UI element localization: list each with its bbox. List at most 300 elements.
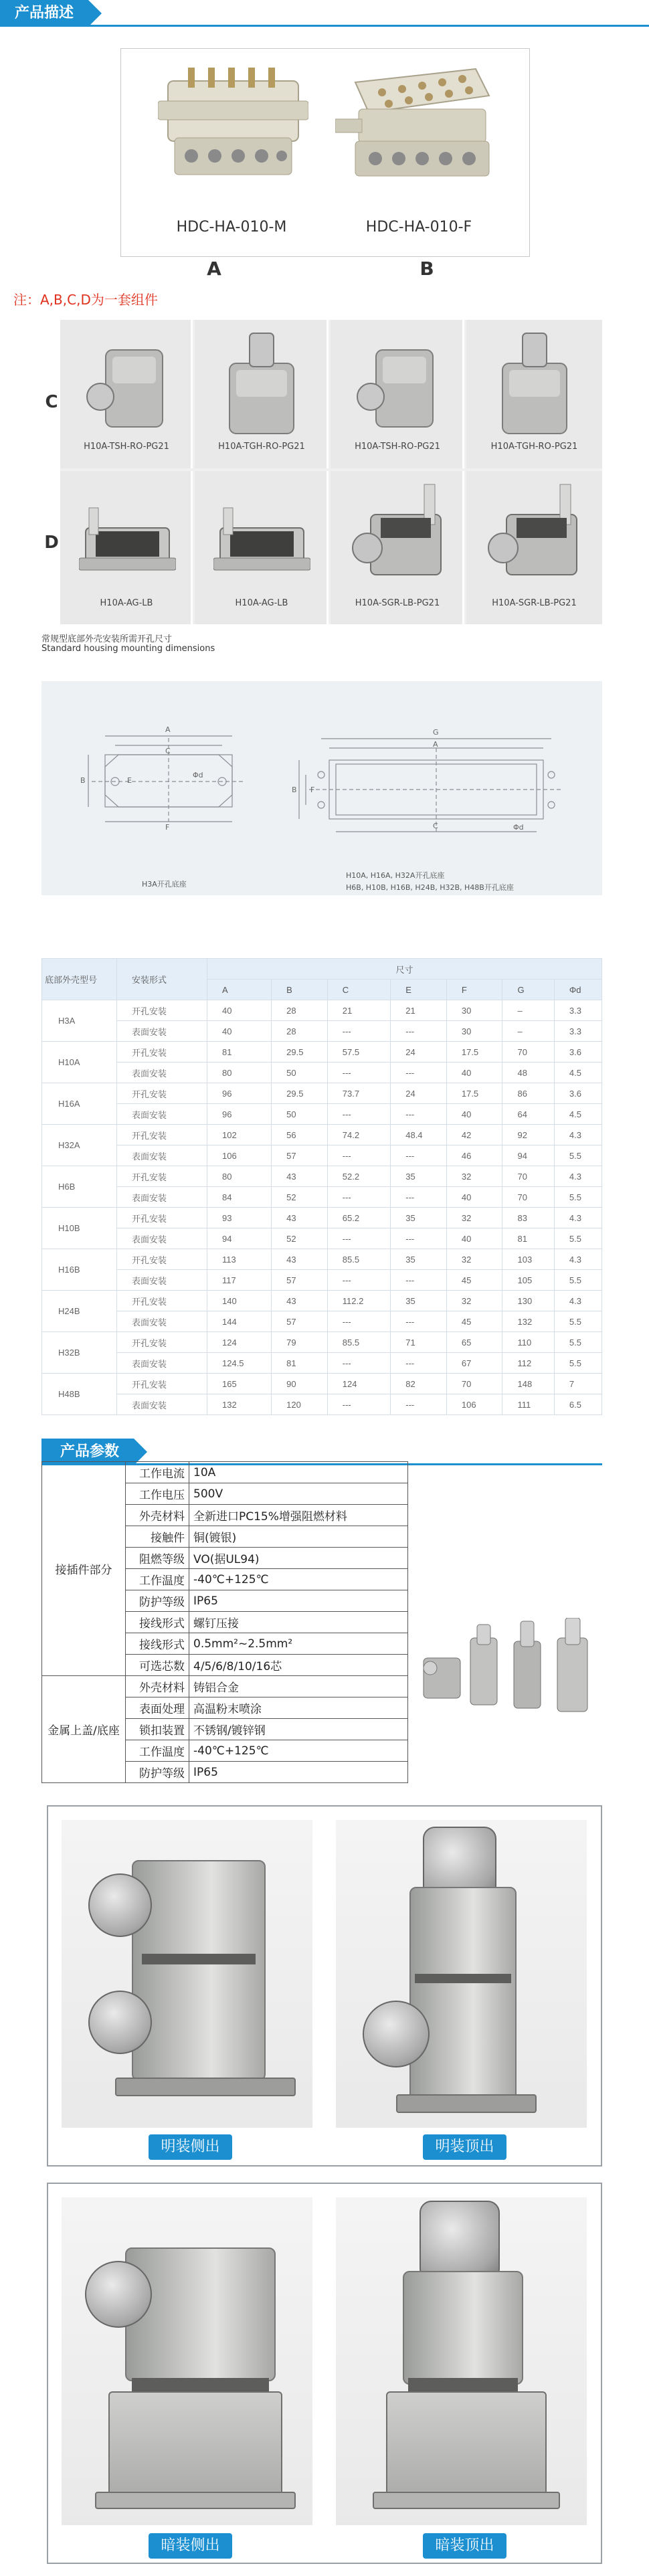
value-cell: --- bbox=[391, 1270, 447, 1291]
table-row bbox=[42, 1353, 602, 1374]
value-cell: 28 bbox=[272, 1021, 328, 1042]
value-cell: 7 bbox=[554, 1374, 601, 1394]
hood-top-icon bbox=[494, 327, 575, 437]
top-photo-frame bbox=[120, 48, 530, 257]
value-cell: 3.6 bbox=[554, 1083, 601, 1104]
section-title: 产品参数 bbox=[41, 1439, 134, 1465]
value-cell: 70 bbox=[502, 1187, 554, 1208]
photo-panel-flush bbox=[47, 2183, 602, 2564]
value-cell: 5.5 bbox=[554, 1228, 601, 1249]
value-cell: 106 bbox=[207, 1145, 272, 1166]
value-cell: 50 bbox=[272, 1104, 328, 1125]
hood-side-icon bbox=[86, 340, 169, 434]
value-cell: 17.5 bbox=[446, 1083, 502, 1104]
photo-surface-side bbox=[62, 1820, 312, 2128]
value-cell: 5.5 bbox=[554, 1311, 601, 1332]
model-cell: H48B bbox=[42, 1374, 117, 1415]
dimension-drawing-icon bbox=[41, 681, 602, 895]
value-cell: 32 bbox=[446, 1249, 502, 1270]
param-key: 工作电流 bbox=[126, 1462, 189, 1483]
value-cell: 165 bbox=[207, 1374, 272, 1394]
photo-flush-side bbox=[62, 2197, 312, 2525]
value-cell: 4.5 bbox=[554, 1104, 601, 1125]
value-cell: --- bbox=[327, 1021, 390, 1042]
d-item-3: H10A-SGR-LB-PG21 bbox=[355, 598, 440, 608]
value-cell: – bbox=[502, 1021, 554, 1042]
table-row bbox=[42, 1270, 602, 1291]
value-cell: 106 bbox=[446, 1394, 502, 1415]
base-open-icon bbox=[213, 501, 310, 581]
value-cell: 35 bbox=[391, 1208, 447, 1228]
form-cell: 表面安装 bbox=[117, 1311, 207, 1332]
value-cell: 112.2 bbox=[327, 1291, 390, 1311]
value-cell: 112 bbox=[502, 1353, 554, 1374]
grid-cell-c3 bbox=[331, 320, 464, 468]
dim-a2-letter: A bbox=[433, 740, 438, 749]
value-cell: 70 bbox=[446, 1374, 502, 1394]
c-item-1: H10A-TSH-RO-PG21 bbox=[84, 442, 169, 452]
value-cell: 35 bbox=[391, 1291, 447, 1311]
value-cell: 82 bbox=[391, 1374, 447, 1394]
value-cell: 92 bbox=[502, 1125, 554, 1145]
value-cell: --- bbox=[327, 1104, 390, 1125]
param-value: 螺钉压接 bbox=[189, 1612, 408, 1633]
dim-c-letter: C bbox=[165, 747, 171, 755]
value-cell: 29.5 bbox=[272, 1042, 328, 1063]
letter-a: A bbox=[207, 258, 221, 280]
param-value: 500V bbox=[189, 1483, 408, 1505]
param-key: 阻燃等级 bbox=[126, 1548, 189, 1569]
base-gland-icon bbox=[351, 481, 448, 591]
value-cell: 4.3 bbox=[554, 1249, 601, 1270]
photo-surface-top bbox=[336, 1820, 587, 2128]
letter-b: B bbox=[420, 258, 434, 280]
form-cell: 表面安装 bbox=[117, 1145, 207, 1166]
value-cell: 40 bbox=[446, 1104, 502, 1125]
table-row bbox=[42, 1083, 602, 1104]
value-cell: 64 bbox=[502, 1104, 554, 1125]
value-cell: 57.5 bbox=[327, 1042, 390, 1063]
parameters-table bbox=[41, 1461, 408, 1783]
value-cell: 5.5 bbox=[554, 1353, 601, 1374]
value-cell: 67 bbox=[446, 1353, 502, 1374]
value-cell: 43 bbox=[272, 1249, 328, 1270]
value-cell: 40 bbox=[446, 1063, 502, 1083]
label-flush-side: 暗装侧出 bbox=[149, 2533, 232, 2559]
table-row bbox=[42, 1104, 602, 1125]
dim-f-letter: F bbox=[165, 823, 170, 832]
table-row bbox=[42, 1291, 602, 1311]
value-cell: 45 bbox=[446, 1311, 502, 1332]
dim-e-letter: E bbox=[127, 776, 132, 785]
value-cell: 50 bbox=[272, 1063, 328, 1083]
hood-top-icon bbox=[221, 327, 302, 437]
c-item-4: H10A-TGH-RO-PG21 bbox=[490, 442, 578, 452]
size-col-header: E bbox=[391, 980, 447, 1000]
value-cell: – bbox=[502, 1000, 554, 1021]
value-cell: 111 bbox=[502, 1394, 554, 1415]
value-cell: 102 bbox=[207, 1125, 272, 1145]
form-cell: 表面安装 bbox=[117, 1270, 207, 1291]
value-cell: 21 bbox=[327, 1000, 390, 1021]
value-cell: 81 bbox=[207, 1042, 272, 1063]
param-value: 0.5mm²~2.5mm² bbox=[189, 1633, 408, 1655]
table-row bbox=[42, 1166, 602, 1187]
model-cell: H24B bbox=[42, 1291, 117, 1332]
value-cell: 120 bbox=[272, 1394, 328, 1415]
dim-b-letter: B bbox=[80, 776, 86, 785]
value-cell: 96 bbox=[207, 1083, 272, 1104]
value-cell: --- bbox=[327, 1270, 390, 1291]
hood-side-icon bbox=[356, 340, 440, 434]
model-cell: H16A bbox=[42, 1083, 117, 1125]
value-cell: 65 bbox=[446, 1332, 502, 1353]
table-row bbox=[42, 1145, 602, 1166]
size-col-header: Φd bbox=[554, 980, 601, 1000]
value-cell: 105 bbox=[502, 1270, 554, 1291]
value-cell: 45 bbox=[446, 1270, 502, 1291]
model-cell: H10B bbox=[42, 1208, 117, 1249]
value-cell: 93 bbox=[207, 1208, 272, 1228]
grid-cell-c1 bbox=[60, 320, 193, 468]
form-cell: 表面安装 bbox=[117, 1228, 207, 1249]
value-cell: 132 bbox=[502, 1311, 554, 1332]
table-row bbox=[42, 1332, 602, 1353]
value-cell: 52 bbox=[272, 1228, 328, 1249]
value-cell: --- bbox=[391, 1228, 447, 1249]
value-cell: 84 bbox=[207, 1187, 272, 1208]
value-cell: 5.5 bbox=[554, 1332, 601, 1353]
value-cell: 81 bbox=[272, 1353, 328, 1374]
dim-b2-letter: B bbox=[292, 786, 297, 794]
grid-cell-d3 bbox=[331, 471, 464, 624]
value-cell: --- bbox=[327, 1311, 390, 1332]
set-note: 注：A,B,C,D为一套组件 bbox=[13, 292, 158, 308]
section-header-description bbox=[0, 0, 649, 27]
dim-f2-letter: F bbox=[310, 786, 315, 794]
value-cell: --- bbox=[391, 1187, 447, 1208]
value-cell: --- bbox=[327, 1063, 390, 1083]
value-cell: 48 bbox=[502, 1063, 554, 1083]
value-cell: 32 bbox=[446, 1166, 502, 1187]
form-cell: 表面安装 bbox=[117, 1063, 207, 1083]
value-cell: 4.3 bbox=[554, 1208, 601, 1228]
form-cell: 开孔安装 bbox=[117, 1208, 207, 1228]
param-key: 锁扣装置 bbox=[126, 1719, 189, 1740]
value-cell: 32 bbox=[446, 1208, 502, 1228]
model-cell: H10A bbox=[42, 1042, 117, 1083]
model-cell: H6B bbox=[42, 1166, 117, 1208]
value-cell: 85.5 bbox=[327, 1249, 390, 1270]
value-cell: 32 bbox=[446, 1291, 502, 1311]
form-cell: 开孔安装 bbox=[117, 1125, 207, 1145]
value-cell: 28 bbox=[272, 1000, 328, 1021]
header-form: 安装形式 bbox=[117, 959, 207, 1000]
mounting-title-cn: 常规型底部外壳安装所需开孔尺寸 bbox=[41, 634, 173, 644]
table-row bbox=[42, 1249, 602, 1270]
param-key: 工作温度 bbox=[126, 1740, 189, 1762]
value-cell: 29.5 bbox=[272, 1083, 328, 1104]
param-group-label: 金属上盖/底座 bbox=[42, 1676, 126, 1783]
value-cell: 56 bbox=[272, 1125, 328, 1145]
table-row bbox=[42, 1187, 602, 1208]
param-row bbox=[42, 1462, 408, 1483]
param-key: 防护等级 bbox=[126, 1762, 189, 1783]
table-row bbox=[42, 1021, 602, 1042]
label-flush-top: 暗装顶出 bbox=[423, 2533, 506, 2559]
value-cell: 117 bbox=[207, 1270, 272, 1291]
param-value: 不锈钢/镀锌钢 bbox=[189, 1719, 408, 1740]
table-row bbox=[42, 1228, 602, 1249]
param-value: VO(据UL94) bbox=[189, 1548, 408, 1569]
value-cell: 4.3 bbox=[554, 1125, 601, 1145]
dim-g-letter: G bbox=[433, 728, 439, 737]
base-open-icon bbox=[79, 501, 176, 581]
value-cell: 94 bbox=[502, 1145, 554, 1166]
param-key: 接线形式 bbox=[126, 1633, 189, 1655]
model-cell: H32A bbox=[42, 1125, 117, 1166]
param-key: 工作温度 bbox=[126, 1569, 189, 1590]
value-cell: 5.5 bbox=[554, 1145, 601, 1166]
value-cell: 71 bbox=[391, 1332, 447, 1353]
grid-cell-d2 bbox=[195, 471, 329, 624]
c-item-2: H10A-TGH-RO-PG21 bbox=[218, 442, 305, 452]
model-cell: H3A bbox=[42, 1000, 117, 1042]
form-cell: 表面安装 bbox=[117, 1104, 207, 1125]
value-cell: 3.3 bbox=[554, 1000, 601, 1021]
value-cell: 40 bbox=[207, 1000, 272, 1021]
value-cell: 70 bbox=[502, 1166, 554, 1187]
grid-cell-c2 bbox=[195, 320, 329, 468]
dim-a-letter: A bbox=[165, 725, 171, 734]
connector-female-image bbox=[335, 62, 496, 179]
param-value: 铜(镀银) bbox=[189, 1526, 408, 1548]
dim-c2-letter: C bbox=[433, 822, 438, 830]
dimensions-table bbox=[41, 958, 602, 1415]
value-cell: 43 bbox=[272, 1208, 328, 1228]
param-value: -40℃+125℃ bbox=[189, 1740, 408, 1762]
value-cell: 113 bbox=[207, 1249, 272, 1270]
value-cell: 57 bbox=[272, 1311, 328, 1332]
value-cell: 35 bbox=[391, 1166, 447, 1187]
value-cell: --- bbox=[391, 1145, 447, 1166]
value-cell: 130 bbox=[502, 1291, 554, 1311]
dim-phi2-letter: Φd bbox=[513, 823, 524, 832]
value-cell: 4.3 bbox=[554, 1166, 601, 1187]
table-row bbox=[42, 1063, 602, 1083]
d-item-4: H10A-SGR-LB-PG21 bbox=[492, 598, 577, 608]
param-key: 外壳材料 bbox=[126, 1505, 189, 1526]
value-cell: 5.5 bbox=[554, 1270, 601, 1291]
base-gland-icon bbox=[486, 481, 583, 591]
model-b-label: HDC-HA-010-F bbox=[365, 219, 472, 236]
value-cell: 57 bbox=[272, 1145, 328, 1166]
form-cell: 开孔安装 bbox=[117, 1083, 207, 1104]
right-drawing-caption-1: H10A, H16A, H32A开孔底座 bbox=[346, 871, 445, 880]
form-cell: 开孔安装 bbox=[117, 1249, 207, 1270]
mounting-title-en: Standard housing mounting dimensions bbox=[41, 644, 215, 654]
value-cell: 103 bbox=[502, 1249, 554, 1270]
param-value: 4/5/6/8/10/16芯 bbox=[189, 1655, 408, 1676]
param-key: 表面处理 bbox=[126, 1697, 189, 1719]
value-cell: 81 bbox=[502, 1228, 554, 1249]
value-cell: --- bbox=[327, 1353, 390, 1374]
form-cell: 表面安装 bbox=[117, 1021, 207, 1042]
component-grid bbox=[44, 320, 602, 624]
value-cell: 148 bbox=[502, 1374, 554, 1394]
table-row bbox=[42, 1394, 602, 1415]
size-col-header: G bbox=[502, 980, 554, 1000]
value-cell: 124 bbox=[207, 1332, 272, 1353]
header-model: 底部外壳型号 bbox=[42, 959, 117, 1000]
param-key: 外壳材料 bbox=[126, 1676, 189, 1697]
photo-panel-surface bbox=[47, 1805, 602, 2167]
value-cell: 96 bbox=[207, 1104, 272, 1125]
table-row bbox=[42, 1311, 602, 1332]
value-cell: 46 bbox=[446, 1145, 502, 1166]
value-cell: 73.7 bbox=[327, 1083, 390, 1104]
form-cell: 表面安装 bbox=[117, 1394, 207, 1415]
grid-cell-d1 bbox=[60, 471, 193, 624]
value-cell: 4.3 bbox=[554, 1291, 601, 1311]
value-cell: 52 bbox=[272, 1187, 328, 1208]
value-cell: 124.5 bbox=[207, 1353, 272, 1374]
value-cell: 24 bbox=[391, 1042, 447, 1063]
value-cell: 3.3 bbox=[554, 1021, 601, 1042]
value-cell: 21 bbox=[391, 1000, 447, 1021]
mounting-drawing bbox=[41, 681, 602, 895]
param-key: 接触件 bbox=[126, 1526, 189, 1548]
header-size: 尺寸 bbox=[207, 959, 602, 980]
param-value: IP65 bbox=[189, 1590, 408, 1612]
grid-cell-c4 bbox=[466, 320, 602, 468]
value-cell: --- bbox=[327, 1228, 390, 1249]
value-cell: 30 bbox=[446, 1021, 502, 1042]
connector-set-icon bbox=[420, 1618, 608, 1718]
size-col-header: A bbox=[207, 980, 272, 1000]
table-row bbox=[42, 1374, 602, 1394]
form-cell: 开孔安装 bbox=[117, 1042, 207, 1063]
value-cell: 110 bbox=[502, 1332, 554, 1353]
table-row bbox=[42, 1000, 602, 1021]
form-cell: 开孔安装 bbox=[117, 1291, 207, 1311]
param-value: 全新进口PC15%增强阻燃材料 bbox=[189, 1505, 408, 1526]
model-cell: H32B bbox=[42, 1332, 117, 1374]
value-cell: --- bbox=[391, 1394, 447, 1415]
value-cell: --- bbox=[327, 1187, 390, 1208]
value-cell: 48.4 bbox=[391, 1125, 447, 1145]
value-cell: 40 bbox=[446, 1187, 502, 1208]
value-cell: 40 bbox=[446, 1228, 502, 1249]
value-cell: 80 bbox=[207, 1063, 272, 1083]
value-cell: --- bbox=[391, 1311, 447, 1332]
row-c-label: C bbox=[45, 392, 58, 412]
param-key: 可选芯数 bbox=[126, 1655, 189, 1676]
form-cell: 开孔安装 bbox=[117, 1166, 207, 1187]
value-cell: 86 bbox=[502, 1083, 554, 1104]
form-cell: 开孔安装 bbox=[117, 1332, 207, 1353]
table-row bbox=[42, 1208, 602, 1228]
value-cell: 4.5 bbox=[554, 1063, 601, 1083]
value-cell: 3.6 bbox=[554, 1042, 601, 1063]
value-cell: 124 bbox=[327, 1374, 390, 1394]
value-cell: 42 bbox=[446, 1125, 502, 1145]
value-cell: 94 bbox=[207, 1228, 272, 1249]
form-cell: 表面安装 bbox=[117, 1353, 207, 1374]
value-cell: --- bbox=[391, 1063, 447, 1083]
size-col-header: C bbox=[327, 980, 390, 1000]
form-cell: 开孔安装 bbox=[117, 1374, 207, 1394]
size-col-header: F bbox=[446, 980, 502, 1000]
photo-flush-top bbox=[336, 2197, 587, 2525]
grid-cell-d4 bbox=[466, 471, 602, 624]
value-cell: 30 bbox=[446, 1000, 502, 1021]
d-item-1: H10A-AG-LB bbox=[100, 598, 153, 608]
value-cell: 5.5 bbox=[554, 1187, 601, 1208]
table-row bbox=[42, 1125, 602, 1145]
value-cell: 85.5 bbox=[327, 1332, 390, 1353]
param-row bbox=[42, 1676, 408, 1697]
model-cell: H16B bbox=[42, 1249, 117, 1291]
value-cell: 24 bbox=[391, 1083, 447, 1104]
value-cell: 52.2 bbox=[327, 1166, 390, 1187]
label-surface-side: 明装侧出 bbox=[149, 2134, 232, 2160]
value-cell: --- bbox=[391, 1021, 447, 1042]
value-cell: 90 bbox=[272, 1374, 328, 1394]
value-cell: 35 bbox=[391, 1249, 447, 1270]
d-item-2: H10A-AG-LB bbox=[235, 598, 288, 608]
section-title: 产品描述 bbox=[0, 0, 88, 27]
form-cell: 开孔安装 bbox=[117, 1000, 207, 1021]
param-value: 10A bbox=[189, 1462, 408, 1483]
dim-phi-letter: Φd bbox=[193, 771, 203, 779]
value-cell: 83 bbox=[502, 1208, 554, 1228]
value-cell: --- bbox=[327, 1145, 390, 1166]
value-cell: 132 bbox=[207, 1394, 272, 1415]
param-value: 铸铝合金 bbox=[189, 1676, 408, 1697]
param-key: 接线形式 bbox=[126, 1612, 189, 1633]
model-a-label: HDC-HA-010-M bbox=[176, 219, 287, 236]
param-key: 防护等级 bbox=[126, 1590, 189, 1612]
c-item-3: H10A-TSH-RO-PG21 bbox=[355, 442, 440, 452]
row-d-label: D bbox=[44, 533, 59, 553]
label-surface-top: 明装顶出 bbox=[423, 2134, 506, 2160]
param-value: IP65 bbox=[189, 1762, 408, 1783]
value-cell: 144 bbox=[207, 1311, 272, 1332]
param-key: 工作电压 bbox=[126, 1483, 189, 1505]
value-cell: 43 bbox=[272, 1166, 328, 1187]
value-cell: 140 bbox=[207, 1291, 272, 1311]
right-drawing-caption-2: H6B, H10B, H16B, H24B, H32B, H48B开孔底座 bbox=[346, 883, 514, 892]
value-cell: 57 bbox=[272, 1270, 328, 1291]
param-value: -40℃+125℃ bbox=[189, 1569, 408, 1590]
value-cell: --- bbox=[391, 1104, 447, 1125]
form-cell: 表面安装 bbox=[117, 1187, 207, 1208]
value-cell: 40 bbox=[207, 1021, 272, 1042]
value-cell: 65.2 bbox=[327, 1208, 390, 1228]
value-cell: 79 bbox=[272, 1332, 328, 1353]
param-group-label: 接插件部分 bbox=[42, 1462, 126, 1676]
left-drawing-caption: H3A开孔底座 bbox=[142, 880, 187, 889]
param-value: 高温粉末喷涂 bbox=[189, 1697, 408, 1719]
value-cell: --- bbox=[327, 1394, 390, 1415]
value-cell: 70 bbox=[502, 1042, 554, 1063]
value-cell: 80 bbox=[207, 1166, 272, 1187]
table-row bbox=[42, 1042, 602, 1063]
value-cell: 43 bbox=[272, 1291, 328, 1311]
value-cell: 17.5 bbox=[446, 1042, 502, 1063]
size-col-header: B bbox=[272, 980, 328, 1000]
